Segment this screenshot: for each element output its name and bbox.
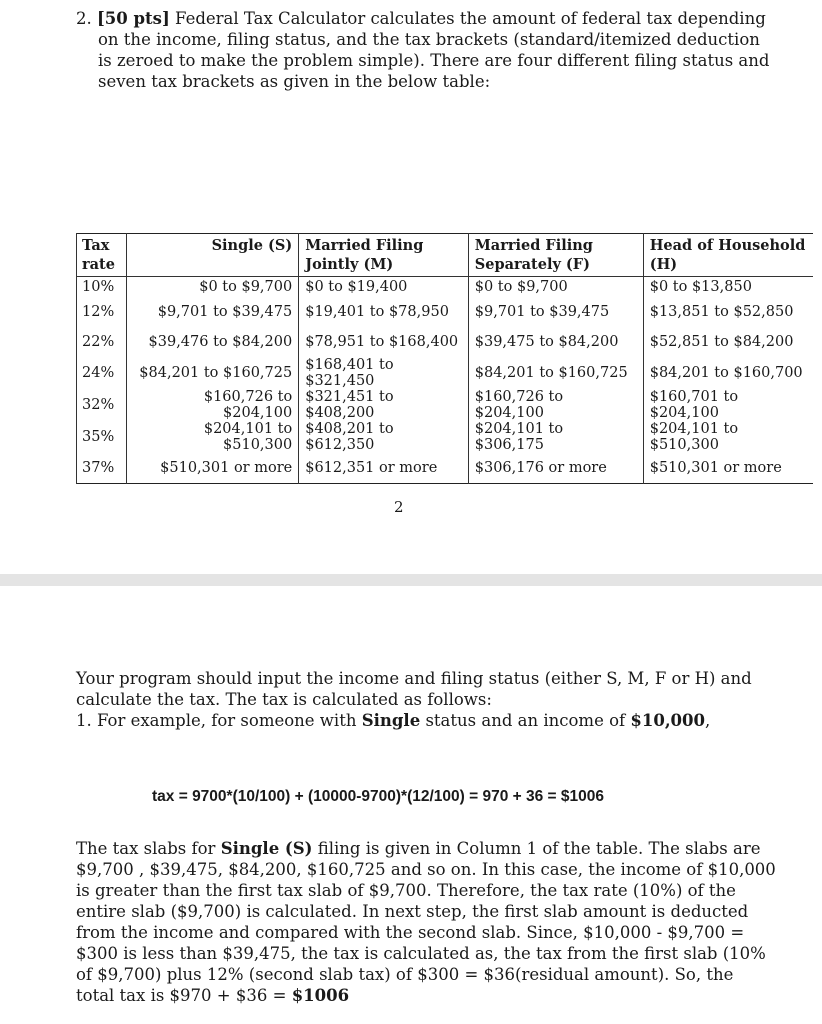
cell-married-separately: $9,701 to $39,475 (468, 297, 643, 327)
cell-married-separately: $160,726 to $204,100 (468, 389, 643, 421)
header-married-separately: Married Filing Separately (F) (468, 234, 643, 277)
page-separator (0, 574, 822, 586)
page-number: 2 (394, 498, 404, 516)
table-row (77, 421, 814, 453)
cell-single: $204,101 to $510,300 (126, 421, 298, 453)
explanation-paragraph (76, 838, 776, 1006)
explanation-prefix: The tax slabs for (76, 839, 216, 858)
cell-married-separately: $39,475 to $84,200 (468, 327, 643, 357)
instructions-line1: Your program should input the income and filing status (either S, M, F or H) and calculate the tax. The tax is calculated as follows: (76, 669, 752, 709)
cell-single: $510,301 or more (126, 453, 298, 484)
cell-married-separately: $204,101 to $306,175 (468, 421, 643, 453)
cell-head-of-household: $52,851 to $84,200 (649, 334, 794, 350)
table-row (77, 327, 814, 357)
cell-married-jointly: $408,201 to $612,350 (299, 421, 469, 453)
example-suffix: , (705, 711, 711, 730)
cell-single: $9,701 to $39,475 (126, 297, 298, 327)
cell-single: $84,201 to $160,725 (126, 357, 298, 389)
cell-married-jointly: $0 to $19,400 (299, 277, 469, 298)
cell-single: $39,476 to $84,200 (126, 327, 298, 357)
cell-rate: 22% (77, 327, 127, 357)
example-status: Single (361, 711, 421, 730)
tax-bracket-table (76, 233, 813, 484)
table-row (77, 389, 814, 421)
example-mid: status and an income of (425, 711, 626, 730)
cell-married-jointly: $612,351 or more (299, 453, 469, 484)
cell-married-jointly: $321,451 to $408,200 (299, 389, 469, 421)
cell-married-separately: $306,176 or more (468, 453, 643, 484)
cell-head-of-household: $510,301 or more (649, 460, 782, 476)
cell-single: $160,726 to $204,100 (126, 389, 298, 421)
header-tax-rate: Tax rate (77, 234, 127, 277)
explanation-total: $1006 (291, 986, 350, 1005)
cell-married-separately: $84,201 to $160,725 (468, 357, 643, 389)
instructions-paragraph (76, 668, 776, 731)
cell-rate: 37% (77, 453, 127, 484)
cell-head-of-household: $160,701 to $204,100 (649, 389, 739, 421)
example-line (76, 710, 776, 731)
example-prefix: 1. For example, for someone with (76, 711, 357, 730)
cell-head-of-household: $204,101 to $510,300 (649, 421, 739, 453)
table-row (77, 277, 814, 298)
cell-married-separately: $0 to $9,700 (468, 277, 643, 298)
cell-head-of-household: $84,201 to $160,700 (649, 365, 803, 381)
table-header-row (77, 234, 814, 277)
problem-text: Federal Tax Calculator calculates the amount of federal tax depending on the income, filing status, and the tax brackets (standard/itemized deduction is zeroed to make the problem simple). There are four different filing status and seven tax brackets as given in the below table: (98, 9, 770, 91)
table-row (77, 357, 814, 389)
cell-married-jointly: $168,401 to $321,450 (299, 357, 469, 389)
header-head-of-household: Head of Household (H) (643, 234, 813, 277)
table-row (77, 453, 814, 484)
problem-intro (76, 8, 776, 92)
cell-rate: 32% (77, 389, 127, 421)
explanation-text: filing is given in Column 1 of the table. The slabs are $9,700 , $39,475, $84,200, $160,725 and so on. In this case, the income of $10,000 is greater than the first tax slab of $9,700. Therefore, the tax rate (10%) of the entire slab ($9,700) is calculated. In next step, the first slab amount is deducted from the income and compared with the second slab. Since, $10,000 - $9,700 = $300 is less than $39,475, the tax is calculated as, the tax from the first slab (10% of $9,700) plus 12% (second slab tax) of $300 = $36(residual amount). So, the total tax is $970 + $36 = (76, 839, 776, 1005)
problem-points: [50 pts] (97, 9, 170, 28)
tax-formula: tax = 9700*(10/100) + (10000-9700)*(12/100) = 970 + 36 = $1006 (152, 788, 605, 805)
table-row (77, 297, 814, 327)
cell-rate: 12% (77, 297, 127, 327)
cell-married-jointly: $78,951 to $168,400 (299, 327, 469, 357)
header-married-jointly: Married Filing Jointly (M) (299, 234, 469, 277)
cell-rate: 24% (77, 357, 127, 389)
cell-head-of-household: $0 to $13,850 (649, 279, 752, 295)
explanation-status: Single (S) (220, 839, 313, 858)
cell-rate: 10% (77, 277, 127, 298)
cell-single: $0 to $9,700 (126, 277, 298, 298)
problem-number: 2. (76, 9, 92, 28)
cell-rate: 35% (77, 421, 127, 453)
cell-head-of-household: $13,851 to $52,850 (649, 304, 794, 320)
cell-married-jointly: $19,401 to $78,950 (299, 297, 469, 327)
example-income: $10,000 (630, 711, 706, 730)
header-single: Single (S) (126, 234, 298, 277)
